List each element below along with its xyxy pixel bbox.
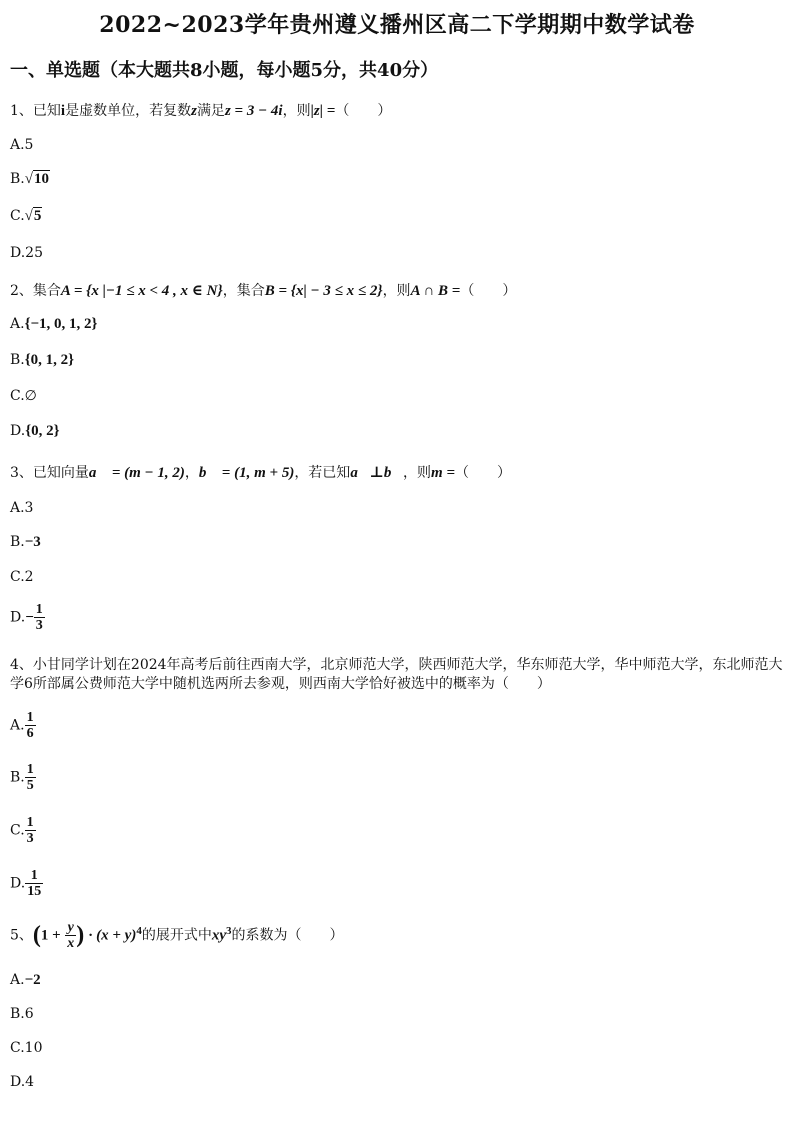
q1-text: 是虚数单位，若复数 [65,103,192,119]
radicand: 5 [33,208,42,224]
q5-text: 的系数为（ ） [231,927,344,944]
option-label: D. [10,423,26,439]
q3-option-b [10,534,41,551]
q5-term: xy [211,927,227,944]
denominator: 3 [26,831,34,846]
q3-text: ， [184,465,199,481]
q3-option-d [10,602,45,633]
q2-option-c: C.∅ [10,388,37,404]
option-value: {−1, 0, 1, 2} [24,316,98,332]
option-value: −3 [24,534,41,550]
option-label: A. [10,972,25,988]
option-value: −2 [24,972,41,988]
option-label: A. [10,717,25,734]
option-label: B. [10,352,25,368]
q3-vector-b: b⃗ = (1, m + 5) [198,465,295,481]
option-value: {0, 2} [25,423,60,439]
fraction [25,710,36,741]
exponent: 4 [136,924,142,937]
option-label: B. [10,171,25,187]
q3-expression: m = [431,465,456,481]
option-label: D. [10,609,26,626]
q1-option-c [10,208,42,225]
question-5 [10,920,344,951]
q2-set-a: A = {x |−1 ≤ x < 4 , x ∈ N} [60,283,223,299]
question-2 [10,280,516,300]
denominator: 15 [27,884,42,899]
option-value: {0, 1, 2} [24,352,75,368]
section-heading: 一、单选题（本大题共8小题，每小题5分，共40分） [10,60,439,81]
option-label: D. [10,875,26,892]
q1-option-b [10,171,50,188]
q2-blank: （ ） [460,283,517,299]
q5-expression: 1 + [40,927,61,944]
q2-expression: A ∩ B = [410,283,461,299]
q5-option-b: B.6 [10,1006,34,1022]
denominator: x [67,936,75,951]
q3-perp: a⃗⊥b⃗ [350,465,404,481]
sqrt-symbol: √5 [24,208,42,224]
numerator: 1 [35,602,43,617]
radicand: 10 [33,171,49,187]
q1-text: 1、已知 [10,103,61,119]
right-paren: ) [76,922,85,948]
q1-text: 满足 [196,103,225,119]
q1-option-d: D.25 [10,245,43,261]
option-label: C. [10,822,25,839]
q4-option-d [10,868,43,899]
q4-option-a [10,710,36,741]
q2-option-a [10,316,97,333]
q5-text: 的展开式中 [141,927,212,944]
q2-text: 2、集合 [10,283,61,299]
q3-blank: （ ） [455,465,512,481]
left-paren: ( [32,922,41,948]
q1-option-a: A.5 [10,137,34,153]
question-1 [10,100,391,120]
q3-text: ，若已知 [294,465,351,481]
q3-option-c: C.2 [10,569,34,585]
q2-text: ，则 [382,283,411,299]
q3-text: 3、已知向量 [10,465,89,481]
q3-option-a: A.3 [10,500,34,516]
numerator: y [65,920,76,936]
fraction [25,868,43,899]
numerator: 1 [25,868,43,884]
q1-expression: |z| = [310,103,336,119]
numerator: 1 [26,710,34,725]
q5-option-d: D.4 [10,1074,35,1090]
q5-option-a [10,972,41,989]
q3-text: ，则 [403,465,432,481]
q2-set-b: B = {x| − 3 ≤ x ≤ 2} [264,283,383,299]
q5-text: 5、 [10,927,33,944]
q5-expression: · (x + y) [88,927,137,944]
q1-var: z [191,103,197,119]
minus-sign: − [25,609,34,626]
q2-text: ，集合 [222,283,265,299]
fraction [34,602,45,633]
q4-option-c [10,815,36,846]
numerator: 1 [26,815,34,830]
option-label: B. [10,769,25,786]
q2-option-b [10,352,74,369]
q4-option-b [10,762,36,793]
fraction [25,762,36,793]
question-3 [10,462,511,482]
numerator: 1 [26,762,34,777]
question-4: 4、小甘同学计划在2024年高考后前往西南大学，北京师范大学，陕西师范大学，华东师范大学，华中师范大学，东北师范大学6所部属公费师范大学中随机选两所去参观，则西南大学恰好被选中的概率为（ ） [10,657,783,692]
denominator: 6 [26,726,34,741]
q1-equation: z = 3 − 4i [224,103,283,119]
fraction [25,815,36,846]
exponent: 3 [226,924,232,937]
q5-option-c: C.10 [10,1040,43,1056]
page-title: 2022~2023学年贵州遵义播州区高二下学期期中数学试卷 [99,12,695,38]
option-label: A. [10,316,25,332]
q1-blank: （ ） [335,103,392,119]
q3-vector-a: a⃗ = (m − 1, 2) [88,465,185,481]
q1-imag-unit: i [60,103,66,119]
option-label: C. [10,208,25,224]
denominator: 5 [26,778,34,793]
fraction [65,920,76,951]
sqrt-symbol: √10 [24,171,49,187]
denominator: 3 [35,618,43,633]
q1-text: ，则 [282,103,311,119]
q2-option-d [10,423,60,440]
option-label: B. [10,534,25,550]
